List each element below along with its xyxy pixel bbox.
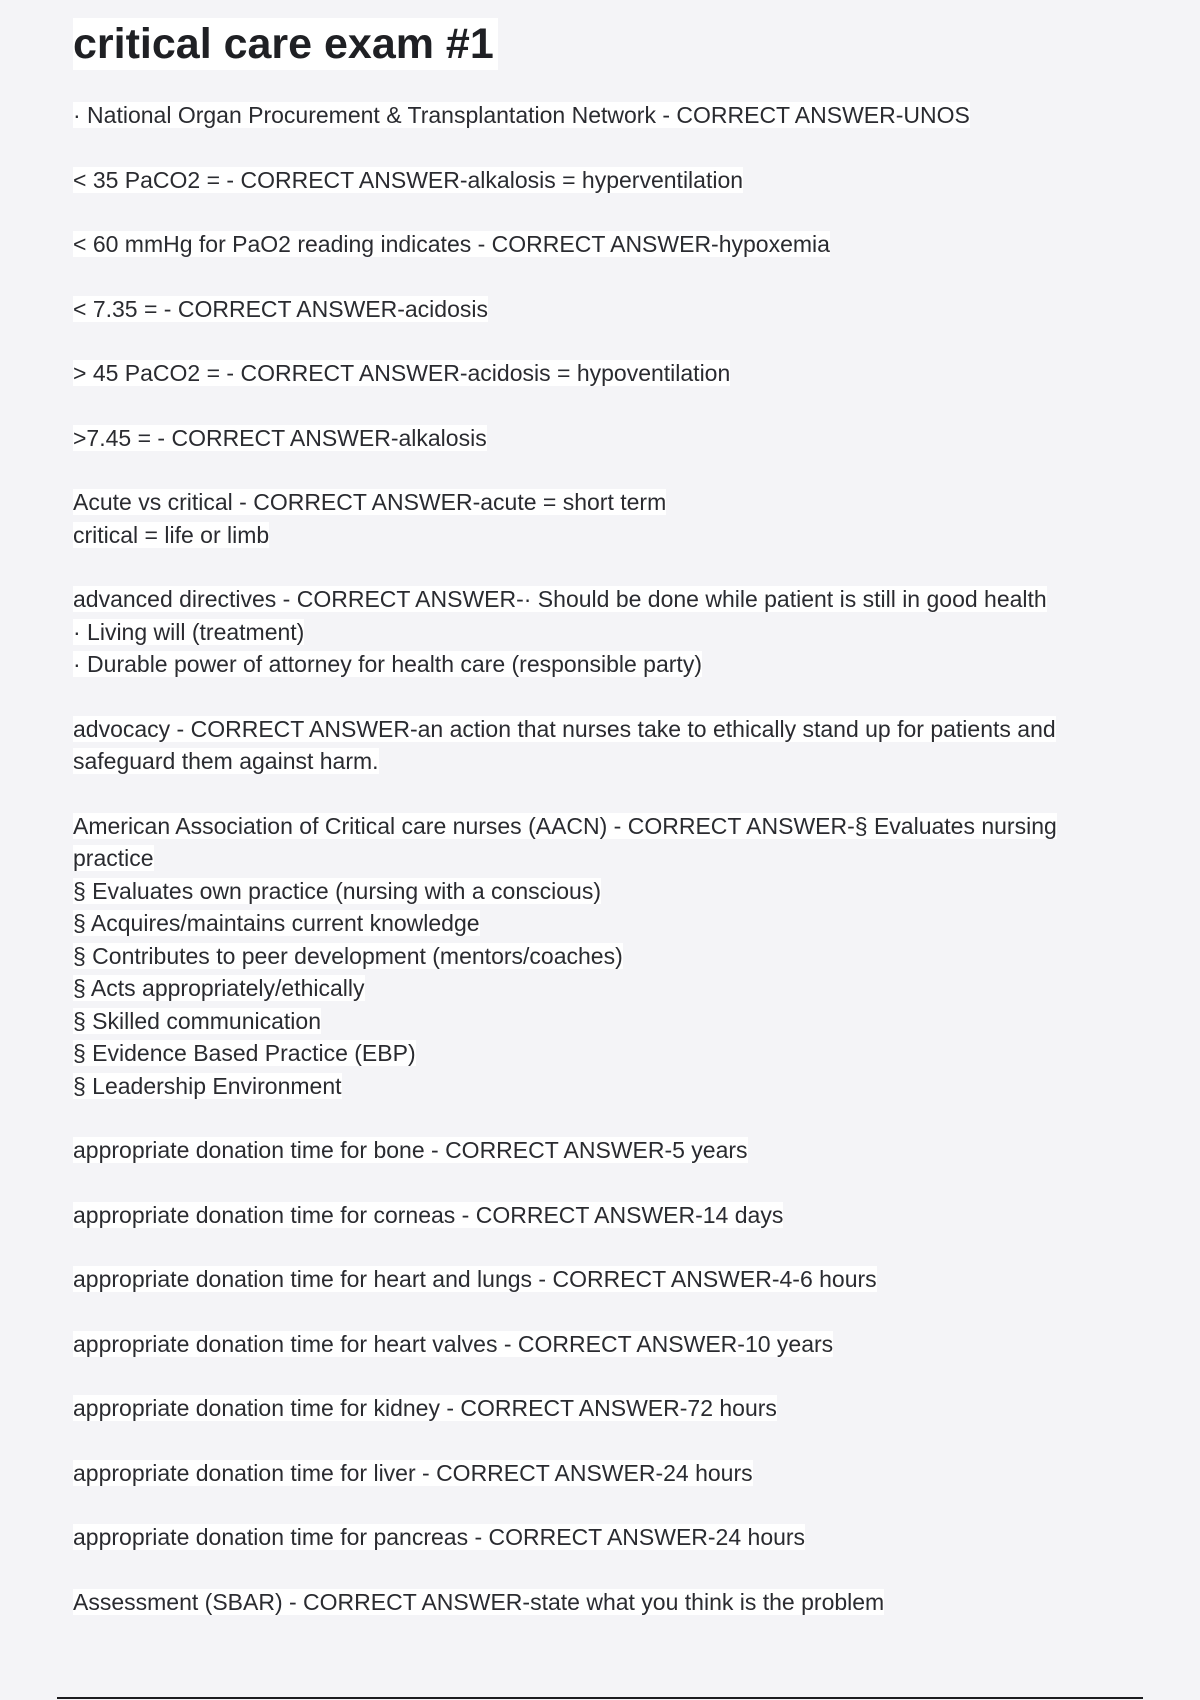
qa-entry-text: § Evaluates own practice (nursing with a conscious) — [73, 877, 601, 904]
qa-entry-line — [73, 810, 1140, 843]
qa-entry-text: § Contributes to peer development (mentors/coaches) — [73, 942, 623, 969]
qa-entry-text: Acute vs critical - CORRECT ANSWER-acute = short term — [73, 489, 667, 515]
qa-entry-text: < 60 mmHg for PaO2 reading indicates - CORRECT ANSWER-hypoxemia — [73, 231, 830, 257]
qa-entry-line — [73, 357, 1140, 390]
qa-entry-line — [73, 842, 1140, 875]
qa-entry-line — [73, 228, 1140, 261]
qa-entry — [73, 422, 1140, 455]
qa-entry-line — [73, 293, 1140, 326]
qa-entry-line — [73, 422, 1140, 455]
qa-entry-text: > 45 PaCO2 = - CORRECT ANSWER-acidosis = hypoventilation — [73, 360, 731, 386]
qa-entry-text: critical = life or limb — [73, 521, 270, 548]
qa-entry-line — [73, 875, 1140, 908]
qa-entry-text: appropriate donation time for liver - CORRECT ANSWER-24 hours — [73, 1459, 753, 1486]
qa-entry-text: American Association of Critical care nurses (AACN) - CORRECT ANSWER-§ Evaluates nursing — [73, 812, 1057, 839]
qa-entry-line — [73, 99, 1140, 132]
qa-entry — [73, 293, 1140, 326]
qa-entry-text: appropriate donation time for pancreas - CORRECT ANSWER-24 hours — [73, 1524, 806, 1550]
qa-entry-text: advocacy - CORRECT ANSWER-an action that nurses take to ethically stand up for patients and — [73, 715, 1056, 742]
qa-entry-line — [73, 616, 1140, 649]
qa-entry-text: < 35 PaCO2 = - CORRECT ANSWER-alkalosis = hyperventilation — [73, 166, 744, 193]
qa-entry-line — [73, 1457, 1140, 1490]
qa-entry — [73, 228, 1140, 261]
qa-entry-list — [73, 99, 1140, 1618]
document-title: critical care exam #1 — [73, 18, 498, 70]
qa-entry-text: safeguard them against harm. — [73, 748, 379, 774]
qa-entry-line — [73, 1586, 1140, 1619]
qa-entry-text: appropriate donation time for heart and lungs - CORRECT ANSWER-4-6 hours — [73, 1266, 877, 1292]
qa-entry-line — [73, 907, 1140, 940]
qa-entry-line — [73, 745, 1140, 778]
qa-entry — [73, 583, 1140, 681]
qa-entry-line — [73, 940, 1140, 973]
qa-entry-text: § Evidence Based Practice (EBP) — [73, 1040, 416, 1066]
qa-entry-line — [73, 1037, 1140, 1070]
qa-entry — [73, 1457, 1140, 1490]
qa-entry-text: § Skilled communication — [73, 1007, 322, 1034]
qa-entry — [73, 1263, 1140, 1296]
page-bottom-rule — [57, 1697, 1143, 1699]
qa-entry-line — [73, 1328, 1140, 1361]
qa-entry-text: § Leadership Environment — [73, 1072, 342, 1099]
qa-entry-text: appropriate donation time for heart valves - CORRECT ANSWER-10 years — [73, 1330, 834, 1357]
qa-entry-line — [73, 1392, 1140, 1425]
qa-entry-text: · Living will (treatment) — [73, 618, 305, 645]
qa-entry — [73, 1586, 1140, 1619]
qa-entry-line — [73, 583, 1140, 616]
qa-entry-text: >7.45 = - CORRECT ANSWER-alkalosis — [73, 424, 487, 451]
qa-entry-line — [73, 164, 1140, 197]
qa-entry-line — [73, 648, 1140, 681]
qa-entry — [73, 99, 1140, 132]
qa-entry — [73, 1392, 1140, 1425]
qa-entry-line — [73, 1070, 1140, 1103]
qa-entry — [73, 1521, 1140, 1554]
qa-entry — [73, 1134, 1140, 1167]
qa-entry-text: practice — [73, 845, 154, 871]
qa-entry — [73, 1199, 1140, 1232]
qa-entry-text: § Acts appropriately/ethically — [73, 975, 365, 1001]
qa-entry-line — [73, 1005, 1140, 1038]
qa-entry-line — [73, 1263, 1140, 1296]
qa-entry-text: · National Organ Procurement & Transplantation Network - CORRECT ANSWER-UNOS — [73, 102, 970, 128]
qa-entry-text: advanced directives - CORRECT ANSWER-· Should be done while patient is still in good health — [73, 586, 1047, 612]
qa-entry-line — [73, 1521, 1140, 1554]
qa-entry-line — [73, 486, 1140, 519]
qa-entry-line — [73, 713, 1140, 746]
qa-entry-line — [73, 519, 1140, 552]
qa-entry-text: · Durable power of attorney for health care (responsible party) — [73, 651, 702, 677]
qa-entry-text: < 7.35 = - CORRECT ANSWER-acidosis — [73, 295, 488, 322]
qa-entry — [73, 713, 1140, 778]
qa-entry-line — [73, 972, 1140, 1005]
qa-entry-text: Assessment (SBAR) - CORRECT ANSWER-state what you think is the problem — [73, 1588, 885, 1615]
qa-entry-text: appropriate donation time for corneas - CORRECT ANSWER-14 days — [73, 1201, 784, 1228]
qa-entry — [73, 357, 1140, 390]
qa-entry-line — [73, 1199, 1140, 1232]
qa-entry-text: appropriate donation time for bone - CORRECT ANSWER-5 years — [73, 1137, 748, 1163]
qa-entry-line — [73, 1134, 1140, 1167]
qa-entry — [73, 486, 1140, 551]
qa-entry — [73, 810, 1140, 1103]
qa-entry — [73, 164, 1140, 197]
qa-entry-text: § Acquires/maintains current knowledge — [73, 910, 480, 936]
qa-entry-text: appropriate donation time for kidney - CORRECT ANSWER-72 hours — [73, 1395, 777, 1421]
qa-entry — [73, 1328, 1140, 1361]
